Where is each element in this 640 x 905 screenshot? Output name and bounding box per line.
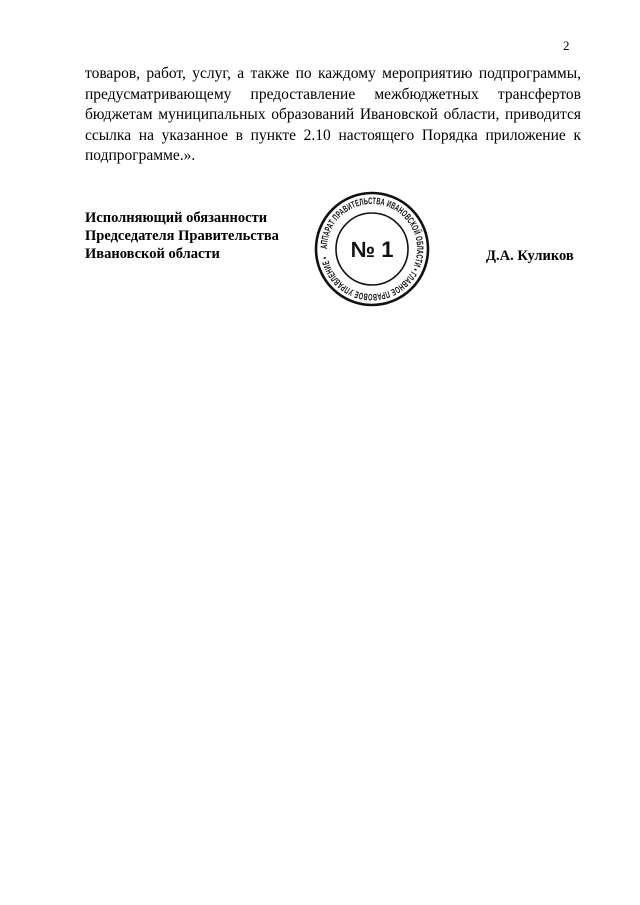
paragraph-line-2: предусматривающему предоставление межбюджетных трансфертов xyxy=(85,85,581,103)
page-number: 2 xyxy=(563,38,570,53)
paragraph-continuation xyxy=(85,64,581,167)
paragraph-line-5: подпрограмме.». xyxy=(85,147,196,164)
seal-center-number: № 1 xyxy=(350,237,394,262)
paragraph-line-4: ссылка на указанное в пункте 2.10 настоящего Порядка приложение к xyxy=(85,126,581,144)
signatory-title-line-3: Ивановской области xyxy=(85,246,220,262)
official-seal-stamp xyxy=(313,190,431,308)
seal-graphic xyxy=(313,190,431,308)
signer-name: Д.А. Куликов xyxy=(486,248,574,264)
paragraph-line-1: товаров, работ, услуг, а также по каждому мероприятию подпрограммы, xyxy=(85,65,581,82)
signatory-title xyxy=(85,209,279,263)
seal-ring-text: АППАРАТ ПРАВИТЕЛЬСТВА ИВАНОВСКОЙ ОБЛАСТИ • ГЛАВНОЕ ПРАВОВОЕ УПРАВЛЕНИЕ • xyxy=(318,195,426,303)
signatory-title-line-1: Исполняющий обязанности xyxy=(85,210,268,226)
signatory-title-line-2: Председателя Правительства xyxy=(85,228,279,244)
paragraph-line-3: бюджетам муниципальных образований Ивановской области, приводится xyxy=(85,106,581,123)
